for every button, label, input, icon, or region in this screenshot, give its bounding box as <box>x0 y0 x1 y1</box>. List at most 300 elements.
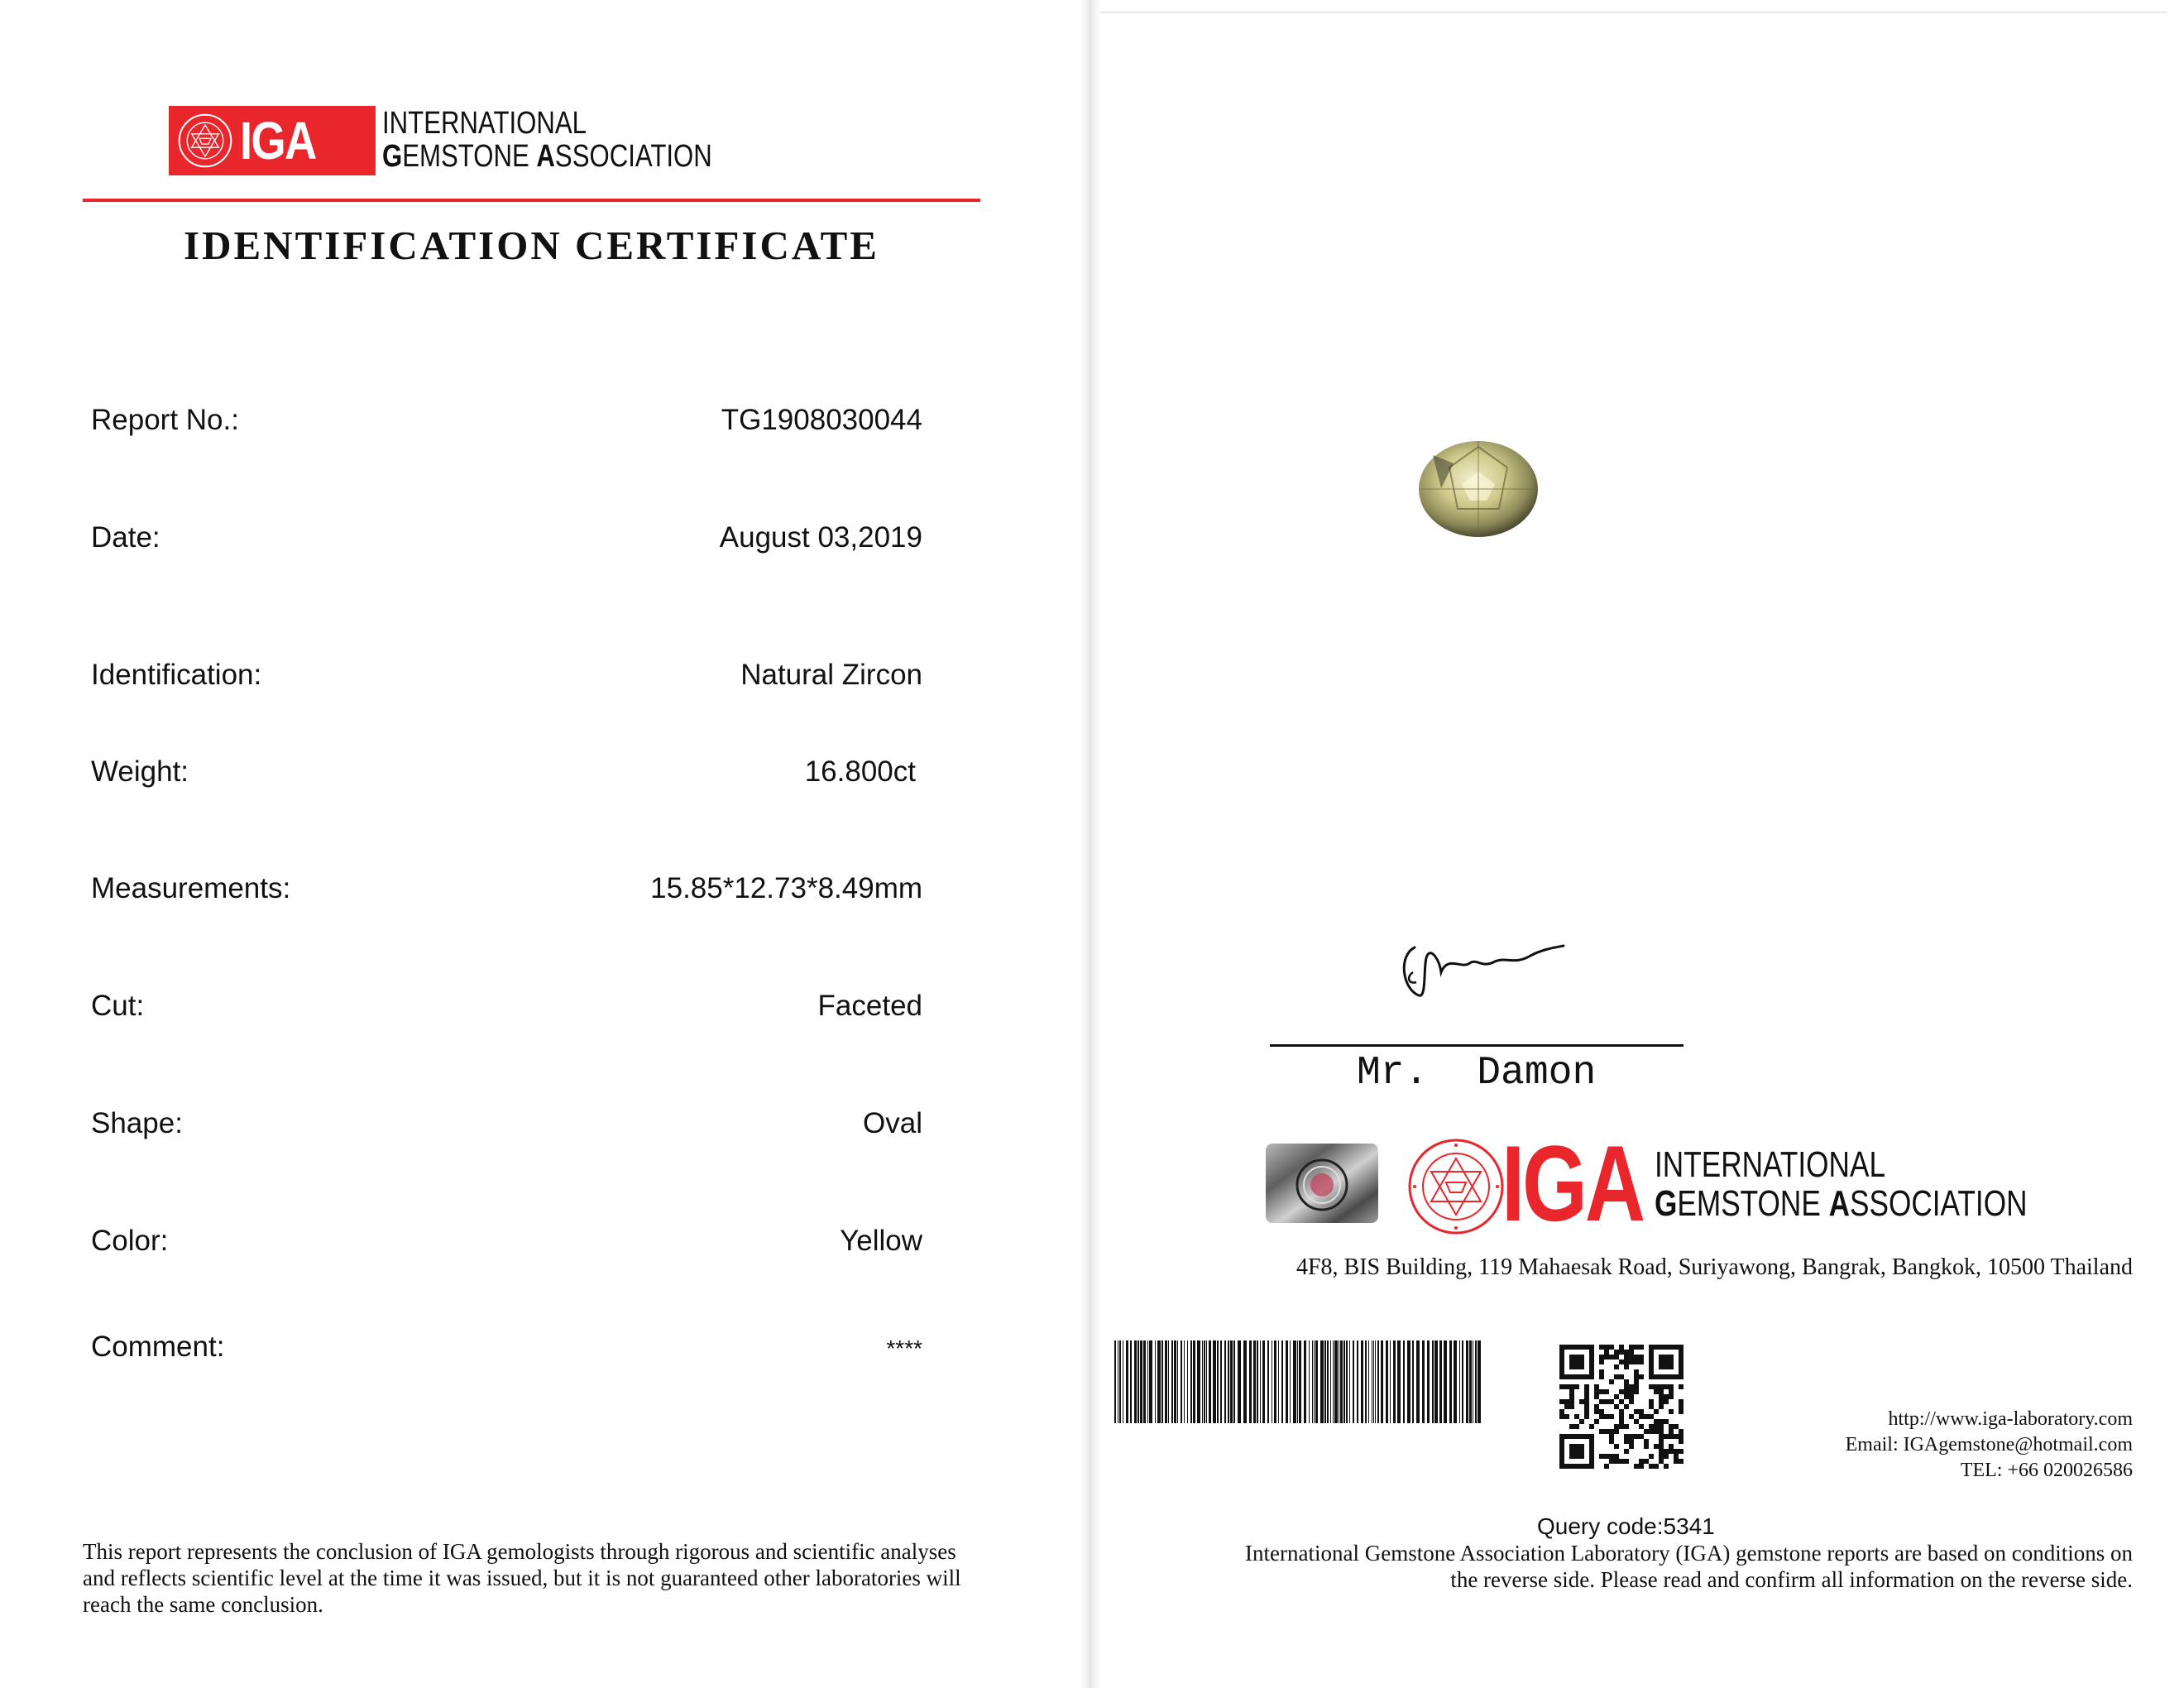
qr-module <box>1569 1384 1574 1389</box>
iga-logo-box <box>169 106 376 175</box>
barcode-bar <box>1119 1340 1121 1423</box>
barcode-bar <box>1403 1340 1405 1423</box>
field-label: Date: <box>91 521 160 554</box>
qr-module <box>1599 1454 1604 1459</box>
qr-module <box>1629 1355 1634 1360</box>
qr-module <box>1584 1414 1589 1419</box>
barcode-bar <box>1381 1340 1383 1423</box>
qr-module <box>1629 1439 1634 1444</box>
qr-module <box>1674 1424 1679 1429</box>
barcode-bar <box>1204 1340 1205 1423</box>
qr-module <box>1589 1424 1594 1429</box>
wordmark-line-2: GEMSTONE ASSOCIATION <box>1655 1182 2028 1224</box>
qr-module <box>1594 1409 1599 1414</box>
qr-module <box>1669 1384 1674 1389</box>
qr-module <box>1639 1374 1644 1379</box>
barcode-bar <box>1377 1340 1379 1423</box>
qr-module <box>1669 1389 1674 1394</box>
qr-module <box>1634 1355 1639 1360</box>
qr-module <box>1624 1449 1629 1454</box>
qr-module <box>1604 1464 1609 1469</box>
qr-module <box>1624 1350 1629 1355</box>
qr-module <box>1614 1355 1619 1360</box>
qr-module <box>1634 1419 1639 1424</box>
barcode-bar <box>1238 1340 1241 1423</box>
field-value: Faceted <box>817 990 922 1022</box>
qr-module <box>1634 1369 1639 1374</box>
qr-module <box>1624 1360 1629 1364</box>
barcode <box>1113 1340 1483 1423</box>
field-cut <box>91 990 922 1023</box>
qr-module <box>1659 1439 1664 1444</box>
qr-code <box>1555 1345 1688 1469</box>
qr-module <box>1634 1384 1639 1389</box>
qr-module <box>1649 1464 1654 1469</box>
qr-module <box>1569 1404 1574 1409</box>
qr-module <box>1629 1360 1634 1364</box>
qr-module <box>1669 1429 1674 1434</box>
barcode-bar <box>1138 1340 1139 1423</box>
qr-module <box>1624 1459 1629 1464</box>
qr-module <box>1674 1434 1679 1439</box>
barcode-bar <box>1187 1340 1188 1423</box>
qr-module <box>1564 1404 1569 1409</box>
field-weight <box>91 755 922 789</box>
qr-module <box>1639 1464 1644 1469</box>
qr-module <box>1669 1449 1674 1454</box>
qr-module <box>1584 1394 1589 1399</box>
qr-module <box>1614 1350 1619 1355</box>
qr-module <box>1604 1345 1609 1350</box>
certificate-left-page <box>0 0 1090 1688</box>
qr-module <box>1584 1389 1589 1394</box>
field-value: Yellow <box>840 1225 922 1257</box>
barcode-bar <box>1444 1340 1447 1423</box>
barcode-bar <box>1309 1340 1310 1423</box>
qr-module <box>1614 1364 1619 1369</box>
field-label: Report No.: <box>91 404 239 436</box>
qr-module <box>1629 1345 1634 1350</box>
barcode-bar <box>1375 1340 1376 1423</box>
field-label: Identification: <box>91 659 262 691</box>
qr-module <box>1659 1444 1664 1449</box>
qr-module <box>1599 1345 1604 1350</box>
qr-module <box>1569 1424 1574 1429</box>
qr-module <box>1579 1399 1584 1404</box>
qr-module <box>1559 1384 1564 1389</box>
qr-module <box>1624 1364 1629 1369</box>
barcode-bar <box>1165 1340 1167 1423</box>
qr-module <box>1649 1414 1654 1419</box>
qr-module <box>1679 1384 1684 1389</box>
qr-module <box>1664 1434 1669 1439</box>
qr-module <box>1649 1424 1654 1429</box>
qr-module <box>1664 1454 1669 1459</box>
website-link[interactable]: http://www.iga-laboratory.com <box>1888 1408 2133 1430</box>
barcode-bar <box>1155 1340 1156 1423</box>
barcode-bar <box>1439 1340 1442 1423</box>
qr-module <box>1599 1409 1604 1414</box>
barcode-bar <box>1466 1340 1468 1423</box>
iga-seal-icon <box>177 113 233 169</box>
barcode-bar <box>1257 1340 1258 1423</box>
field-label: Shape: <box>91 1107 183 1139</box>
qr-module <box>1669 1424 1674 1429</box>
barcode-bar <box>1260 1340 1261 1423</box>
qr-module <box>1599 1429 1604 1434</box>
qr-module <box>1639 1434 1644 1439</box>
qr-module <box>1584 1404 1589 1409</box>
qr-module <box>1679 1404 1684 1409</box>
signature <box>1390 931 1572 1005</box>
qr-module <box>1569 1444 1584 1459</box>
barcode-bar <box>1412 1340 1414 1423</box>
barcode-bar <box>1230 1340 1233 1423</box>
qr-module <box>1624 1389 1629 1394</box>
barcode-bar <box>1353 1340 1354 1423</box>
qr-module <box>1599 1374 1604 1379</box>
qr-module <box>1584 1384 1589 1389</box>
page-edge <box>1100 12 2167 13</box>
qr-module <box>1624 1434 1629 1439</box>
barcode-bar <box>1213 1340 1216 1423</box>
qr-module <box>1654 1419 1659 1424</box>
qr-module <box>1569 1394 1574 1399</box>
qr-module <box>1639 1345 1644 1350</box>
barcode-bar <box>1314 1340 1315 1423</box>
qr-module <box>1619 1374 1624 1379</box>
field-label: Comment: <box>91 1331 225 1363</box>
qr-module <box>1624 1384 1629 1389</box>
qr-module <box>1679 1409 1684 1414</box>
field-comment <box>91 1331 922 1364</box>
qr-module <box>1564 1399 1569 1404</box>
barcode-bar <box>1217 1340 1219 1423</box>
qr-module <box>1629 1414 1634 1419</box>
barcode-bar <box>1267 1340 1269 1423</box>
qr-module <box>1599 1389 1604 1394</box>
field-value: Oval <box>863 1107 922 1139</box>
qr-module <box>1574 1424 1579 1429</box>
qr-module <box>1629 1384 1634 1389</box>
barcode-bar <box>1340 1340 1343 1423</box>
lab-contacts <box>1846 1407 2133 1484</box>
barcode-bar <box>1157 1340 1161 1423</box>
barcode-bar <box>1140 1340 1142 1423</box>
wordmark-line-1: INTERNATIONAL <box>382 106 587 141</box>
qr-module <box>1659 1394 1664 1399</box>
qr-module <box>1594 1389 1599 1394</box>
qr-module <box>1659 1454 1664 1459</box>
disclaimer-text: This report represents the conclusion of IGA gemologists through rigorous and scientific analyses and reflects scientific level at the time it was issued, but it is not guaranteed other laboratories will reach the same conclusion. <box>83 1539 961 1617</box>
qr-module <box>1669 1444 1674 1449</box>
qr-module <box>1569 1355 1584 1369</box>
qr-module <box>1639 1360 1644 1364</box>
qr-module <box>1659 1429 1664 1434</box>
qr-module <box>1679 1434 1684 1439</box>
barcode-bar <box>1274 1340 1276 1423</box>
field-value: TG1908030044 <box>721 404 922 436</box>
barcode-bar <box>1315 1340 1318 1423</box>
qr-module <box>1664 1449 1669 1454</box>
qr-module <box>1659 1449 1664 1454</box>
qr-module <box>1629 1389 1634 1394</box>
field-label: Weight: <box>91 755 189 788</box>
qr-module <box>1649 1429 1654 1434</box>
qr-module <box>1619 1345 1624 1350</box>
qr-module <box>1609 1429 1614 1434</box>
qr-module <box>1659 1355 1674 1369</box>
qr-module <box>1614 1394 1619 1399</box>
qr-module <box>1659 1389 1664 1394</box>
barcode-bar <box>1297 1340 1298 1423</box>
qr-module <box>1609 1355 1614 1360</box>
qr-module <box>1634 1345 1639 1350</box>
qr-module <box>1654 1409 1659 1414</box>
report-notice: International Gemstone Association Laboratory (IGA) gemstone reports are based on conditions on the reverse side. Please read and confirm all information on the reverse side. <box>1245 1541 2133 1592</box>
qr-module <box>1594 1419 1599 1424</box>
barcode-bar <box>1253 1340 1256 1423</box>
field-value: 15.85*12.73*8.49mm <box>650 872 922 904</box>
barcode-bar <box>1334 1340 1338 1423</box>
email-text: Email: IGAgemstone@hotmail.com <box>1845 1434 2133 1456</box>
qr-module <box>1624 1404 1629 1409</box>
barcode-bar <box>1290 1340 1291 1423</box>
qr-module <box>1624 1355 1629 1360</box>
barcode-bar <box>1262 1340 1265 1423</box>
qr-module <box>1659 1419 1664 1424</box>
qr-module <box>1584 1399 1589 1404</box>
qr-module <box>1654 1429 1659 1434</box>
barcode-bar <box>1343 1340 1345 1423</box>
qr-module <box>1674 1459 1679 1464</box>
qr-module <box>1639 1414 1644 1419</box>
barcode-bar <box>1161 1340 1163 1423</box>
barcode-bar <box>1197 1340 1200 1423</box>
qr-module <box>1604 1399 1609 1404</box>
lab-address: 4F8, BIS Building, 119 Mahaesak Road, Suriyawong, Bangrak, Bangkok, 10500 Thailand <box>1296 1254 2133 1280</box>
qr-module <box>1579 1419 1584 1424</box>
qr-module <box>1669 1409 1674 1414</box>
qr-module <box>1599 1399 1604 1404</box>
field-value: 16.800ct <box>804 755 916 788</box>
qr-module <box>1639 1424 1644 1429</box>
barcode-bar <box>1130 1340 1132 1423</box>
barcode-bar <box>1233 1340 1235 1423</box>
wordmark-line-1: INTERNATIONAL <box>1655 1144 1886 1185</box>
barcode-bar <box>1206 1340 1207 1423</box>
qr-module <box>1659 1384 1664 1389</box>
qr-module <box>1664 1384 1669 1389</box>
qr-module <box>1629 1394 1634 1399</box>
qr-module <box>1664 1394 1669 1399</box>
qr-module <box>1594 1404 1599 1409</box>
barcode-bar <box>1224 1340 1226 1423</box>
signatory-name: Mr. Damon <box>1357 1051 1597 1096</box>
barcode-bar <box>1434 1340 1438 1423</box>
barcode-bar <box>1416 1340 1420 1423</box>
barcode-bar <box>1422 1340 1425 1423</box>
qr-module <box>1619 1414 1624 1419</box>
barcode-bar <box>1357 1340 1358 1423</box>
barcode-bar <box>1126 1340 1128 1423</box>
certificate-title: IDENTIFICATION CERTIFICATE <box>184 223 879 268</box>
field-value: August 03,2019 <box>719 521 922 554</box>
query-code: Query code:5341 <box>1537 1513 1715 1539</box>
barcode-bar <box>1368 1340 1369 1423</box>
qr-module <box>1669 1394 1674 1399</box>
qr-module <box>1609 1345 1614 1350</box>
qr-module <box>1679 1399 1684 1404</box>
qr-module <box>1629 1444 1634 1449</box>
header-divider <box>83 199 980 202</box>
barcode-bar <box>1397 1340 1401 1423</box>
qr-module <box>1639 1355 1644 1360</box>
barcode-bar <box>1114 1340 1116 1423</box>
qr-module <box>1649 1454 1654 1459</box>
barcode-bar <box>1293 1340 1296 1423</box>
barcode-bar <box>1278 1340 1279 1423</box>
barcode-bar <box>1327 1340 1329 1423</box>
qr-module <box>1619 1389 1624 1394</box>
barcode-bar <box>1174 1340 1176 1423</box>
iga-mark: IGA <box>240 111 316 170</box>
phone-text: TEL: +66 020026586 <box>1960 1460 2133 1482</box>
qr-module <box>1569 1389 1574 1394</box>
iga-logo <box>169 106 784 175</box>
qr-module <box>1619 1424 1624 1429</box>
qr-module <box>1634 1434 1639 1439</box>
qr-module <box>1674 1449 1679 1454</box>
field-color <box>91 1225 922 1258</box>
qr-module <box>1584 1409 1589 1414</box>
barcode-bar <box>1209 1340 1211 1423</box>
qr-module <box>1559 1414 1564 1419</box>
barcode-bar <box>1330 1340 1331 1423</box>
barcode-bar <box>1134 1340 1137 1423</box>
qr-module <box>1594 1384 1599 1389</box>
barcode-bar <box>1365 1340 1367 1423</box>
qr-module <box>1609 1399 1614 1404</box>
qr-module <box>1639 1409 1644 1414</box>
barcode-bar <box>1449 1340 1452 1423</box>
qr-module <box>1614 1444 1619 1449</box>
qr-module <box>1614 1374 1619 1379</box>
barcode-bar <box>1190 1340 1192 1423</box>
barcode-bar <box>1202 1340 1203 1423</box>
qr-module <box>1634 1409 1639 1414</box>
barcode-bar <box>1475 1340 1477 1423</box>
qr-module <box>1659 1424 1664 1429</box>
field-date <box>91 521 922 554</box>
qr-module <box>1654 1424 1659 1429</box>
barcode-bar <box>1469 1340 1472 1423</box>
qr-module <box>1599 1360 1604 1364</box>
barcode-bar <box>1299 1340 1301 1423</box>
barcode-bar <box>1462 1340 1463 1423</box>
iga-wordmark-large <box>1655 1146 2120 1223</box>
qr-module <box>1654 1384 1659 1389</box>
barcode-bar <box>1184 1340 1185 1423</box>
qr-module <box>1634 1464 1639 1469</box>
barcode-bar <box>1454 1340 1457 1423</box>
qr-module <box>1599 1414 1604 1419</box>
qr-module <box>1609 1414 1614 1419</box>
qr-module <box>1604 1454 1609 1459</box>
qr-module <box>1629 1399 1634 1404</box>
barcode-bar <box>1312 1340 1313 1423</box>
qr-module <box>1609 1439 1614 1444</box>
barcode-bar <box>1427 1340 1430 1423</box>
qr-module <box>1614 1454 1619 1459</box>
qr-module <box>1614 1459 1619 1464</box>
qr-module <box>1659 1459 1664 1464</box>
qr-module <box>1564 1414 1569 1419</box>
qr-module <box>1679 1449 1684 1454</box>
barcode-bar <box>1147 1340 1148 1423</box>
barcode-bar <box>1320 1340 1324 1423</box>
qr-module <box>1614 1429 1619 1434</box>
qr-module <box>1649 1384 1654 1389</box>
signature-line <box>1270 1044 1684 1047</box>
barcode-bar <box>1324 1340 1326 1423</box>
barcode-bar <box>1228 1340 1229 1423</box>
qr-module <box>1629 1434 1634 1439</box>
qr-module <box>1564 1384 1569 1389</box>
qr-module <box>1644 1444 1649 1449</box>
qr-module <box>1649 1404 1654 1409</box>
qr-module <box>1679 1439 1684 1444</box>
qr-module <box>1609 1434 1614 1439</box>
qr-module <box>1659 1404 1664 1409</box>
field-label: Measurements: <box>91 872 291 904</box>
qr-module <box>1679 1459 1684 1464</box>
barcode-bar <box>1220 1340 1222 1423</box>
barcode-bar <box>1386 1340 1388 1423</box>
barcode-bar <box>1149 1340 1152 1423</box>
qr-module <box>1644 1459 1649 1464</box>
qr-module <box>1624 1394 1629 1399</box>
field-label: Color: <box>91 1225 169 1257</box>
field-report-no <box>91 404 922 437</box>
barcode-bar <box>1249 1340 1252 1423</box>
barcode-bar <box>1373 1340 1374 1423</box>
qr-module <box>1664 1464 1669 1469</box>
qr-module <box>1599 1369 1604 1374</box>
barcode-bar <box>1143 1340 1146 1423</box>
wordmark-line-2: GEMSTONE ASSOCIATION <box>382 139 712 174</box>
qr-module <box>1654 1389 1659 1394</box>
qr-module <box>1619 1350 1624 1355</box>
qr-module <box>1639 1459 1644 1464</box>
barcode-bar <box>1243 1340 1247 1423</box>
barcode-bar <box>1177 1340 1178 1423</box>
barcode-bar <box>1346 1340 1348 1423</box>
barcode-bar <box>1432 1340 1434 1423</box>
barcode-bar <box>1478 1340 1481 1423</box>
qr-module <box>1619 1419 1624 1424</box>
barcode-bar <box>1281 1340 1283 1423</box>
qr-module <box>1609 1459 1614 1464</box>
qr-module <box>1604 1414 1609 1419</box>
field-value: Natural Zircon <box>740 659 922 691</box>
barcode-bar <box>1361 1340 1363 1423</box>
barcode-bar <box>1168 1340 1169 1423</box>
qr-module <box>1574 1414 1579 1419</box>
barcode-bar <box>1393 1340 1396 1423</box>
qr-module <box>1679 1429 1684 1434</box>
qr-module <box>1624 1439 1629 1444</box>
